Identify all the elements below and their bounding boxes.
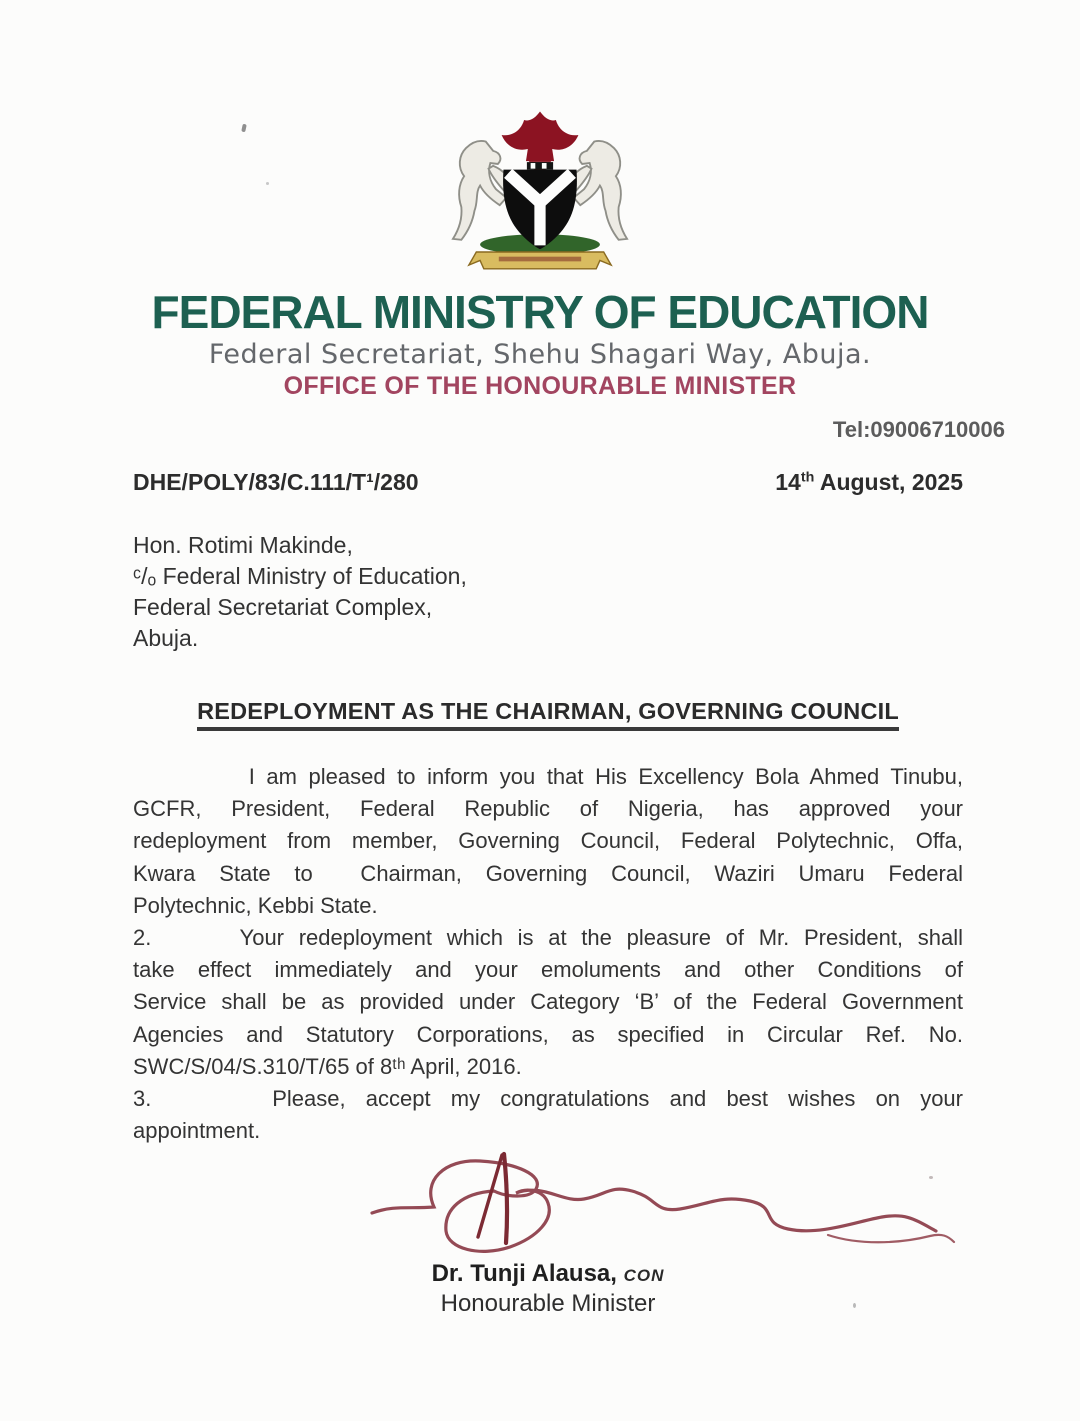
torse-band: [531, 163, 536, 169]
scan-speck: [853, 1303, 856, 1308]
recipient-block: [133, 530, 963, 654]
body-line: take effect immediately and your emoluments and other Conditions of: [133, 957, 963, 983]
subject-line: [133, 698, 963, 731]
recipient-line: Hon. Rotimi Makinde,: [133, 532, 353, 558]
body-paragraph: [133, 761, 963, 922]
horse-left-icon: [453, 141, 512, 240]
motto-banner: [469, 252, 611, 269]
body-line: Agencies and Statutory Corporations, as specified in Circular Ref. No.: [133, 1021, 963, 1047]
body-line: redeployment from member, Governing Council, Federal Polytechnic, Offa,: [133, 828, 963, 854]
signer-name: Dr. Tunji Alausa, CON: [431, 1260, 665, 1288]
body-line: SWC/S/04/S.310/T/65 of 8ᵗʰ April, 2016.: [133, 1053, 522, 1079]
letter-body: [133, 761, 963, 1147]
signer-title: Honourable Minister: [440, 1290, 656, 1318]
scan-speck: [241, 124, 247, 133]
letter-date: 14th August, 2025: [775, 469, 963, 495]
torse-band: [542, 163, 547, 169]
ministry-title: FEDERAL MINISTRY OF EDUCATION: [151, 286, 929, 338]
recipient-line: Abuja.: [133, 625, 199, 651]
recipient-line: Federal Secretariat Complex,: [133, 594, 433, 620]
body-line: I am pleased to inform you that His Excellency Bola Ahmed Tinubu,: [133, 764, 963, 789]
eagle-icon: [502, 112, 579, 162]
subject-text: REDEPLOYMENT AS THE CHAIRMAN, GOVERNING COUNCIL: [197, 698, 899, 731]
minister-signature-icon: [358, 1147, 958, 1259]
scan-speck: [929, 1176, 933, 1179]
body-line: GCFR, President, Federal Republic of Nigeria, has approved your: [133, 796, 963, 822]
body-line: Polytechnic, Kebbi State.: [133, 892, 378, 918]
signer-honors: CON: [623, 1266, 665, 1286]
scan-speck: [266, 182, 269, 185]
reference-number: DHE/POLY/83/C.111/T¹/280: [133, 469, 419, 495]
tel-line: Tel:09006710006: [832, 417, 1005, 442]
body-line: Kwara State to Chairman, Governing Council, Waziri Umaru Federal: [133, 860, 963, 886]
horse-right-icon: [568, 141, 627, 240]
body-paragraph: [133, 1083, 963, 1147]
signature-area: [0, 1149, 1080, 1259]
body-line: appointment.: [133, 1118, 261, 1144]
office-line: OFFICE OF THE HONOURABLE MINISTER: [283, 372, 797, 400]
date-ordinal: th: [800, 469, 815, 486]
ref-date-row: [133, 469, 963, 496]
body-line: 2. Your redeployment which is at the pleasure of Mr. President, shall: [133, 925, 963, 951]
body-line: 3. Please, accept my congratulations and best wishes on your: [133, 1086, 963, 1112]
body-paragraph: [133, 922, 963, 1083]
ministry-address: Federal Secretariat, Shehu Shagari Way, Abuja.: [208, 339, 872, 370]
nigeria-coat-of-arms-icon: [437, 104, 643, 282]
body-line: Service shall be as provided under Category ‘B’ of the Federal Government: [133, 989, 963, 1015]
recipient-line: ᶜ/ₒ Federal Ministry of Education,: [133, 563, 467, 589]
